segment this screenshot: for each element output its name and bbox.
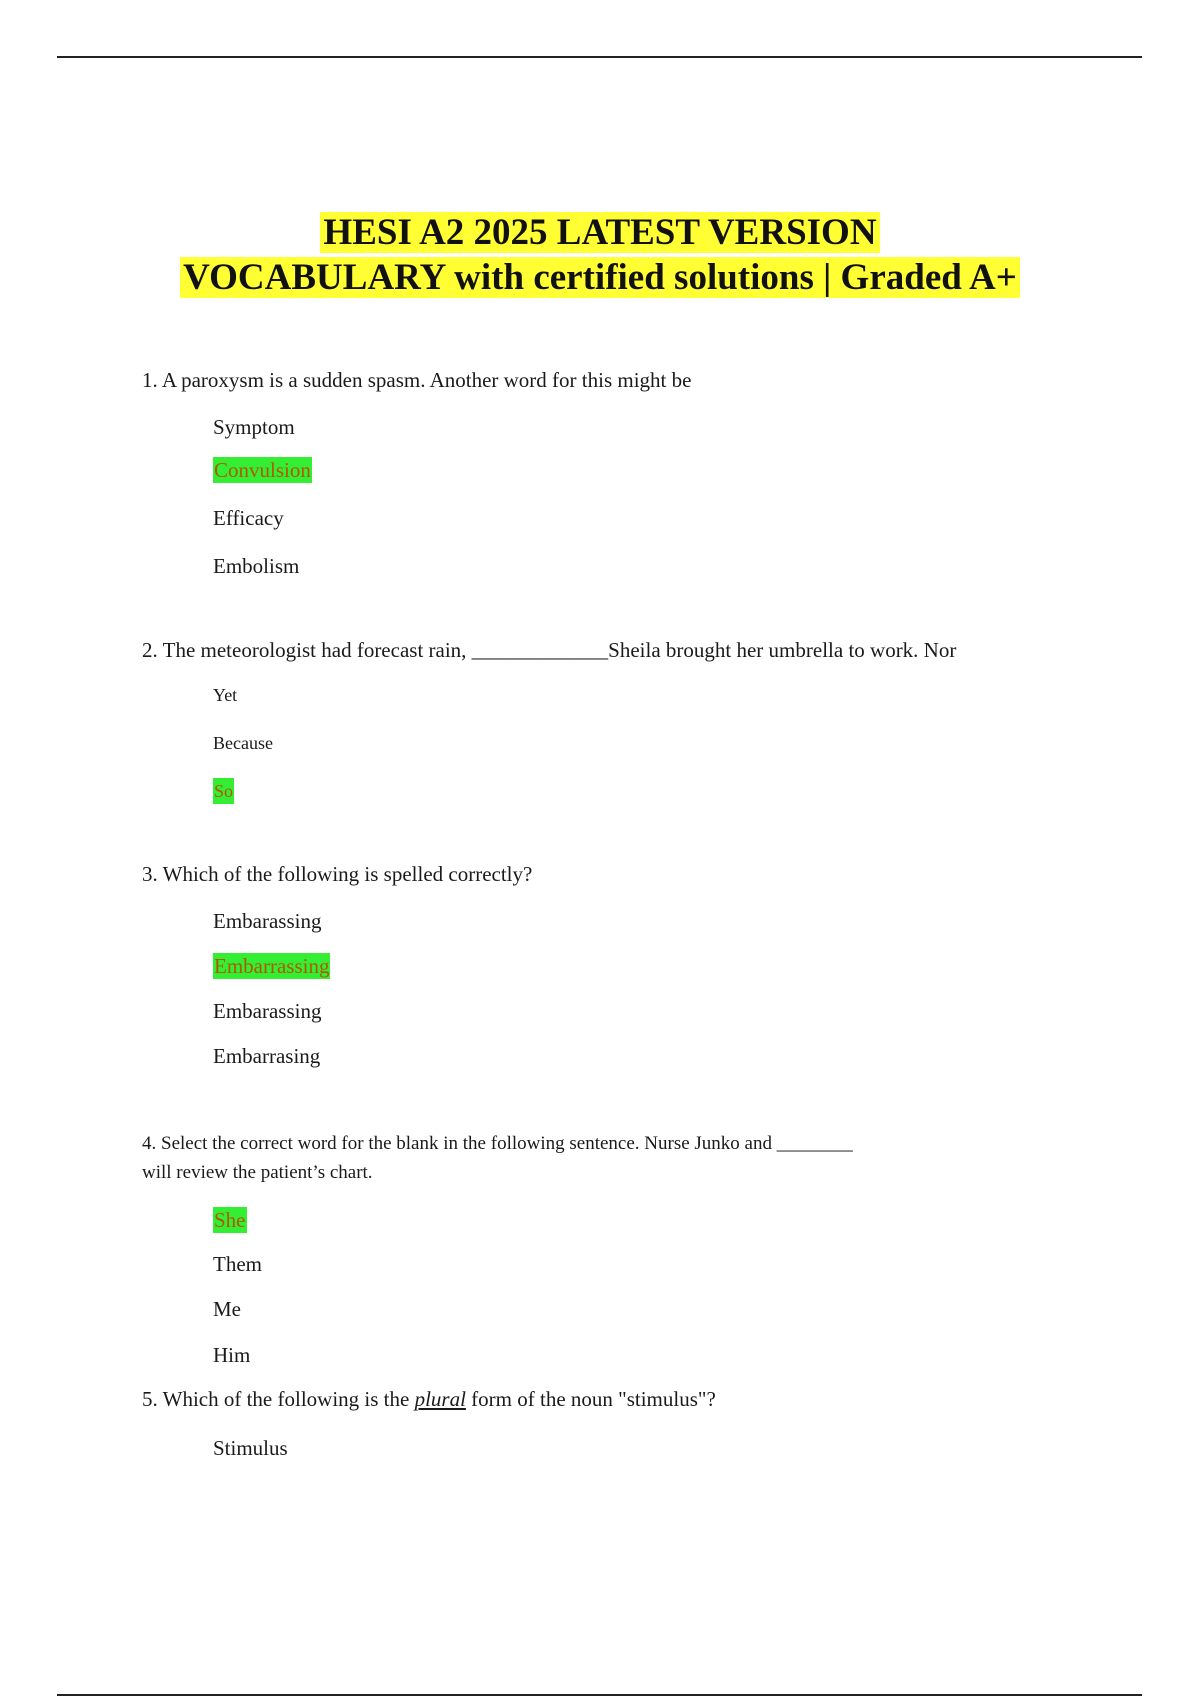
question-2-option-2: Because [213,733,273,753]
question-3: 3. Which of the following is spelled correctly? [142,862,533,886]
question-4-line-2: will review the patient’s chart. [142,1162,373,1183]
question-5-emphasis: plural [414,1387,466,1411]
question-4-option-2: Them [213,1252,262,1276]
question-4-option-4: Him [213,1343,251,1367]
question-1-option-3: Efficacy [213,506,284,530]
question-4 [142,1129,853,1187]
question-1-option-1: Symptom [213,415,295,439]
document-title [0,210,1200,300]
question-2: 2. The meteorologist had forecast rain, _____________Sheila brought her umbrella to work. Nor [142,638,957,662]
question-5-text-before: 5. Which of the following is the [142,1387,415,1411]
question-3-option-2-correct: Embarrassing [214,954,330,978]
question-3-option-3: Embarassing [213,999,322,1023]
question-3-option-1: Embarassing [213,909,322,933]
title-line-2: VOCABULARY with certified solutions | Graded A+ [180,257,1020,298]
footer-rule [57,1694,1142,1696]
question-3-option-4: Embarrasing [213,1044,321,1068]
question-4-option-3: Me [213,1297,241,1321]
question-5-option-1: Stimulus [213,1436,288,1460]
question-1: 1. A paroxysm is a sudden spasm. Another word for this might be [142,368,692,392]
question-4-line-1: 4. Select the correct word for the blank in the following sentence. Nurse Junko and ________ [142,1133,853,1154]
question-1-option-4: Embolism [213,554,300,578]
question-5-text-after: form of the noun "stimulus"? [465,1387,716,1411]
question-2-option-1: Yet [213,685,238,705]
header-rule [57,56,1142,58]
question-1-option-2-correct: Convulsion [214,458,311,482]
question-4-option-1-correct: She [214,1208,246,1232]
question-5 [142,1385,716,1414]
title-line-1: HESI A2 2025 LATEST VERSION [320,212,879,253]
question-2-option-3-correct: So [213,778,234,804]
